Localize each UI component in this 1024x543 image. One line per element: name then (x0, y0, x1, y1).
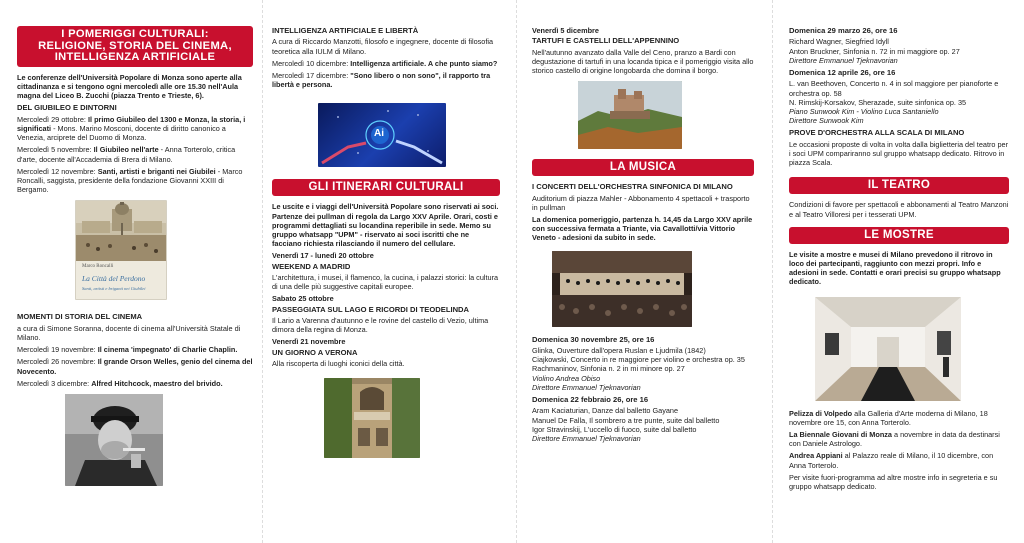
book-subtitle: Santi, artisti e briganti nei Giubilei (82, 286, 146, 292)
concert-4-soloists: Piano Sunwook Kim - Violino Luca Santaniello (789, 107, 939, 117)
event-title: Il Giubileo nell'arte (93, 145, 159, 155)
mostre-intro: Le visite a mostre e musei di Milano prevedono il ritrovo in loco dei partecipanti, raggiunto con mezzi propri. Info e adesioni in sede. Contatti e orari precisi su gruppo whatsapp dedicato. (789, 249, 1001, 287)
event-title: Santi, artisti e briganti nei Giubilei (97, 166, 216, 176)
section-title-giubileo: DEL GIUBILEO E DINTORNI (17, 103, 117, 113)
banner-teatro: IL TEATRO (789, 177, 1009, 194)
banner-mostre: LE MOSTRE (789, 227, 1009, 244)
section-title-cinema: MOMENTI DI STORIA DEL CINEMA (17, 312, 143, 322)
teatro-desc: Condizioni di favore per spettacoli e abbonamenti al Teatro Manzoni e al Teatro Villoresi per i tesserati UPM. (789, 200, 1009, 219)
event-cinema-1 (17, 345, 253, 354)
event-desc: - Mons. Marino Mosconi, docente di diritto canonico a Venezia, arciprete del Duomo di Monza. (17, 124, 226, 143)
intro-text: Le conferenze dell'Università Popolare di Monza sono aperte alla cittadinanza e si tengono ogni mercoledì alle ore 15.30 nell'Aula magna del Liceo B. Zucchi (piazza Trento e Trieste, 6). (17, 72, 242, 101)
event-title: Alfred Hitchcock, maestro del brivido. (91, 378, 223, 388)
ia-intro: A cura di Riccardo Manzotti, filosofo e ingegnere, docente di filosofia teoretica alla IULM di Milano. (272, 37, 494, 56)
concert-1-piece: Rachmaninov, Sinfonia n. 2 in mi minore op. 27 (532, 364, 685, 374)
event-date: Mercoledì 5 novembre: (17, 145, 94, 155)
trip-4-date: Venerdì 5 dicembre (532, 26, 599, 35)
concert-1-piece: Glinka, Ouverture dall'opera Ruslan e Ljudmila (1842) (532, 346, 706, 356)
gallery-interior-illustration (815, 297, 961, 401)
banner-line: I POMERIGGI CULTURALI: (61, 28, 209, 40)
scala-title: PROVE D'ORCHESTRA ALLA SCALA DI MILANO (789, 128, 965, 138)
exhibit-desc: alla Galleria d'Arte moderna di Milano, 18 novembre ore 15, con Anna Torterolo. (789, 408, 988, 427)
fold-line (262, 0, 263, 543)
column-pomeriggi (17, 0, 253, 543)
concerts-departure: La domenica pomeriggio, partenza h. 14,45 da Largo XXV aprile con successiva fermata a Triante, via Cavallotti/via Vittorio Veneto - adesioni da subito in sede. (532, 215, 753, 243)
event-title: Intelligenza artificiale. A che punto siamo? (350, 58, 498, 68)
trip-3-title: UN GIORNO A VERONA (272, 347, 358, 357)
banner-line: RELIGIONE, STORIA DEL CINEMA, (38, 39, 232, 52)
st-peters-square-illustration (76, 201, 167, 261)
concert-2-date: Domenica 22 febbraio 26, ore 16 (532, 395, 649, 405)
exhibit-title: La Biennale Giovani di Monza (789, 430, 892, 440)
concerts-info: Auditorium di piazza Mahler - Abbonamento 4 spettacoli + trasporto in pullman (532, 193, 750, 212)
fold-line (516, 0, 517, 543)
trip-2-title: PASSEGGIATA SUL LAGO E RICORDI DI TEODELINDA (272, 304, 470, 314)
event-cinema-2 (17, 357, 253, 375)
event-title: Il cinema 'impegnato' di Charlie Chaplin. (97, 345, 238, 355)
trip-3-desc: Alla riscoperta di luoghi iconici della città. (272, 359, 405, 369)
event-date: Mercoledì 3 dicembre: (17, 378, 92, 388)
concert-4-date: Domenica 12 aprile 26, ore 16 (789, 68, 896, 78)
concert-4-piece: N. Rimskij-Korsakov, Sherazade, suite sinfonica op. 35 (789, 97, 967, 107)
trip-1-desc: L'architettura, i musei, il flamenco, la cucina, i palazzi storici: la cultura di una delle più suggestive capitali europee. (272, 273, 499, 292)
event-giubileo-3 (17, 167, 253, 195)
exhibit-desc: al Palazzo reale di Milano, il 10 dicembre, con Anna Torterolo. (789, 451, 994, 470)
column-itinerari (272, 0, 500, 543)
banner-pomeriggi-culturali (17, 26, 253, 67)
orchestra-illustration (552, 251, 692, 327)
trip-2-desc: Il Lario a Varenna d'autunno e le rovine del castello di Vezio, ultima dimora della regina di Monza. (272, 316, 489, 335)
gallery-photo (815, 297, 961, 401)
concert-4-piece: L. van Beethoven, Concerto n. 4 in sol maggiore per pianoforte e orchestra op. 58 (789, 79, 999, 98)
ai-image (318, 103, 446, 167)
concert-2-piece: Aram Kaciaturian, Danze dal balletto Gayane (532, 406, 679, 416)
orson-welles-photo (65, 394, 163, 486)
banner-itinerari: GLI ITINERARI CULTURALI (272, 179, 500, 196)
section-title-ia: INTELLIGENZA ARTIFICIALE E LIBERTÀ (272, 26, 419, 35)
book-cover-image (75, 200, 167, 300)
book-title: La Città del Perdono (82, 274, 146, 284)
banner-line: INTELLIGENZA ARTIFICIALE (54, 51, 216, 64)
concert-2-piece: Igor Stravinskij, L'uccello di fuoco, suite dal balletto (532, 424, 697, 434)
itinerari-intro: Le uscite e i viaggi dell'Università Popolare sono riservati ai soci. Partenze dei pullman di regola da Largo XXV Aprile. Orari, costi e programmi dettagliati su locandina reperibile in sede. Memo su gruppo whatsapp "UPM" - riservato ai soci iscritti che ne facciano richiesta rilasciando il numero del cellulare. (272, 202, 499, 249)
concert-3-date: Domenica 29 marzo 26, ore 16 (789, 26, 898, 35)
exhibit-2 (789, 430, 1009, 448)
concert-2-piece: Manuel De Falla, Il sombrero a tre punte, suite dal balletto (532, 415, 720, 425)
concert-3-piece: Richard Wagner, Siegfried Idyll (789, 37, 889, 47)
event-date: Mercoledì 10 dicembre: (272, 58, 351, 68)
trip-4-title: TARTUFI E CASTELLI DELL'APPENNINO (532, 36, 680, 46)
exhibit-desc: a novembre in data da destinarsi con Daniele Astrologo. (789, 430, 1000, 449)
event-ia-1 (272, 59, 500, 68)
castle-bardi-illustration (578, 81, 682, 149)
event-date: Mercoledì 19 novembre: (17, 345, 98, 355)
orchestra-photo (552, 251, 692, 327)
cinema-intro: a cura di Simone Soranna, docente di cinema all'Università Statale di Milano. (17, 323, 241, 343)
event-giubileo-2 (17, 145, 253, 163)
event-date: Mercoledì 12 novembre: (17, 166, 98, 176)
verona-photo (324, 378, 420, 458)
exhibit-title: Pelizza di Volpedo (789, 408, 853, 418)
exhibit-3 (789, 451, 1009, 469)
event-date: Mercoledì 29 ottobre: (17, 114, 88, 124)
concert-1-soloist: Violino Andrea Obiso (532, 373, 601, 383)
trip-1-date: Venerdì 17 - lunedì 20 ottobre (272, 251, 374, 261)
concert-1-conductor: Direttore Emmanuel Tjeknavorian (532, 382, 641, 392)
concert-1-date: Domenica 30 novembre 25, ore 16 (532, 334, 655, 344)
event-cinema-3 (17, 379, 253, 388)
event-title: Il grande Orson Welles, genio del cinema del Novecento. (17, 357, 253, 376)
exhibit-1 (789, 409, 1009, 427)
event-desc: - Anna Torterolo, critica d'arte, docente all'Accademia di Brera di Milano. (17, 145, 236, 164)
castle-photo (578, 81, 682, 149)
trip-3-date: Venerdì 21 novembre (272, 337, 346, 347)
event-date: Mercoledì 26 novembre: (17, 357, 98, 367)
trip-1-title: WEEKEND A MADRID (272, 261, 351, 271)
concert-1-piece: Ciajkowski, Concerto in re maggiore per violino e orchestra op. 35 (532, 355, 745, 365)
fold-line (772, 0, 773, 543)
concert-3-piece: Anton Bruckner, Sinfonia n. 72 in mi maggiore op. 27 (789, 46, 960, 56)
event-title: Il primo Giubileo del 1300 e Monza, la storia, i significati (17, 114, 246, 133)
scala-desc: Le occasioni proposte di volta in volta dalla biglietteria del teatro per i soci UPM compariranno sul gruppo whatsapp dedicato. Ritrovo in piazza Scala. (789, 139, 1009, 168)
trip-2-date: Sabato 25 ottobre (272, 294, 334, 304)
concert-2-conductor: Direttore Emmanuel Tjeknavorian (532, 434, 641, 444)
event-ia-2 (272, 71, 500, 89)
trip-4-desc: Nell'autunno avanzato dalla Valle del Ceno, pranzo a Bardi con degustazione di tartufi in una locanda tipica e il pomeriggio visita allo storico castello di origine longobarda che domina il borgo. (532, 47, 754, 76)
event-title: "Sono libero o non sono", il rapporto tra libertà e persona. (272, 71, 491, 90)
concert-3-conductor: Direttore Emmanuel Tjeknavorian (789, 55, 898, 65)
event-desc: - Marco Roncalli, saggista, presidente della fondazione Giovanni XXIII di Bergamo. (17, 166, 243, 195)
concert-4-conductor: Direttore Sunwook Kim (789, 116, 864, 126)
ai-label: Ai (374, 128, 384, 140)
banner-musica: LA MUSICA (532, 159, 754, 176)
concerts-title: I CONCERTI DELL'ORCHESTRA SINFONICA DI MILANO (532, 182, 733, 192)
event-giubileo-1 (17, 115, 253, 143)
column-teatro-mostre (789, 0, 1009, 543)
book-author: Marco Roncalli (82, 264, 114, 270)
verona-balcony-illustration (324, 378, 420, 458)
exhibit-other: Per visite fuori-programma ad altre mostre info in segreteria e su gruppo whatsapp dedicato. (789, 472, 998, 492)
portrait-illustration (65, 394, 163, 486)
exhibit-title: Andrea Appiani (789, 451, 843, 461)
column-musica (532, 0, 754, 543)
event-date: Mercoledì 17 dicembre: (272, 71, 351, 81)
